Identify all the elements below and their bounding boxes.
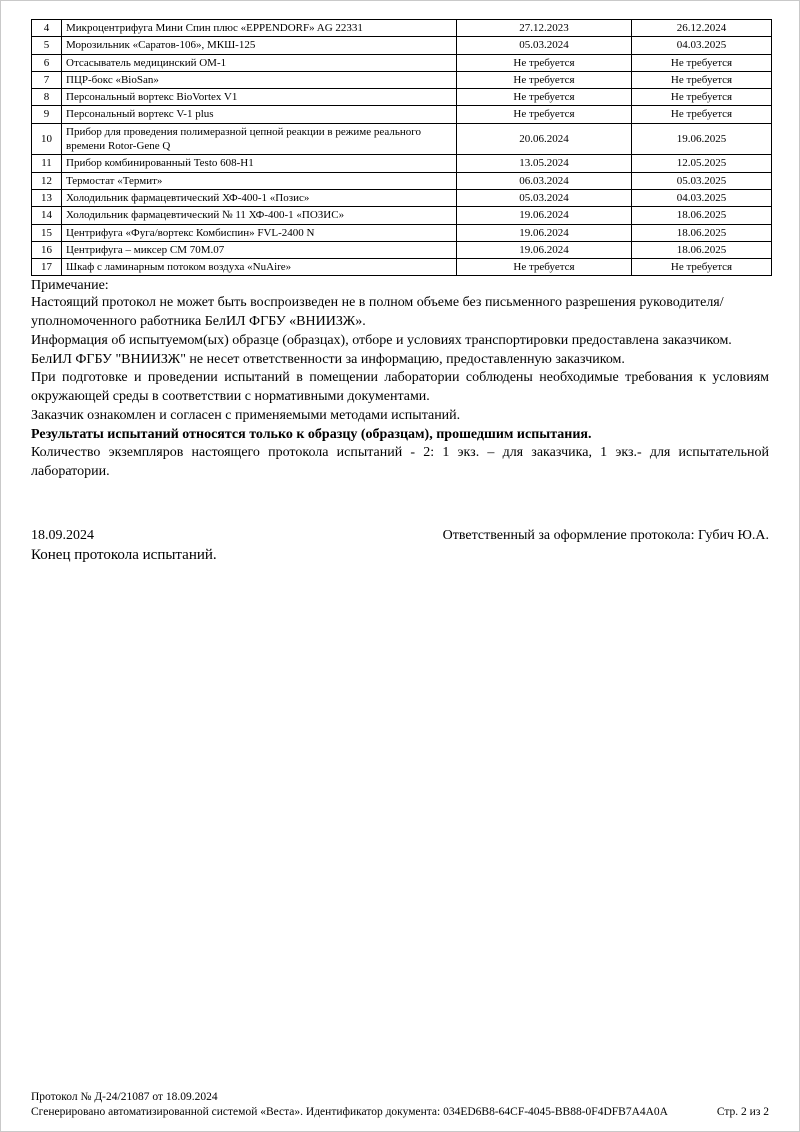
note-paragraph: Результаты испытаний относятся только к образцу (образцам), прошедшим испытания. [31, 426, 592, 442]
signature-row [31, 528, 769, 544]
notes-title: Примечание: [31, 278, 109, 294]
equipment-name: Прибор для проведения полимеразной цепной реакции в режиме реального времени Rotor-Gene Q [62, 123, 457, 155]
valid-until-date: 19.06.2025 [632, 123, 772, 155]
verification-date: 27.12.2023 [457, 20, 632, 37]
note-paragraph: Количество экземпляров настоящего протокола испытаний - 2: 1 экз. – для заказчика, 1 экз.- для испытательной лаборатории. [31, 445, 769, 480]
equipment-name: Холодильник фармацевтический ХФ-400-1 «Позис» [62, 189, 457, 206]
footer-page-number: Стр. 2 из 2 [716, 1106, 769, 1119]
note-paragraph: Информация об испытуемом(ых) образце (образцах), отборе и условиях транспортировки предоставлена заказчиком. [31, 332, 732, 348]
note-paragraph: БелИЛ ФГБУ "ВНИИЗЖ" не несет ответственности за информацию, предоставленную заказчиком. [31, 351, 625, 367]
verification-date: 05.03.2024 [457, 37, 632, 54]
valid-until-date: 18.06.2025 [632, 207, 772, 224]
table-row [32, 54, 772, 71]
table-row [32, 241, 772, 258]
equipment-name: Холодильник фармацевтический № 11 ХФ-400-1 «ПОЗИС» [62, 207, 457, 224]
protocol-date: 18.09.2024 [31, 527, 94, 543]
table-row [32, 189, 772, 206]
page-footer [31, 1090, 769, 1121]
verification-date: 05.03.2024 [457, 189, 632, 206]
row-number: 17 [32, 259, 62, 276]
verification-date: 06.03.2024 [457, 172, 632, 189]
row-number: 8 [32, 89, 62, 106]
responsible-person: Ответственный за оформление протокола: Губич Ю.А. [442, 527, 769, 543]
valid-until-date: 04.03.2025 [632, 189, 772, 206]
valid-until-date: Не требуется [632, 71, 772, 88]
verification-date: 13.05.2024 [457, 155, 632, 172]
table-row [32, 155, 772, 172]
table-row [32, 37, 772, 54]
end-of-protocol-text: Конец протокола испытаний. [31, 546, 217, 563]
equipment-name: Персональный вортекс BioVortex V1 [62, 89, 457, 106]
equipment-name: Центрифуга – миксер СМ 70М.07 [62, 241, 457, 258]
table-row [32, 20, 772, 37]
equipment-name: Центрифуга «Фуга/вортекс Комбиспин» FVL-2400 N [62, 224, 457, 241]
verification-date: Не требуется [457, 89, 632, 106]
row-number: 11 [32, 155, 62, 172]
table-row [32, 172, 772, 189]
row-number: 12 [32, 172, 62, 189]
equipment-table-body [32, 20, 772, 276]
verification-date: Не требуется [457, 71, 632, 88]
table-row [32, 207, 772, 224]
verification-date: Не требуется [457, 106, 632, 123]
row-number: 13 [32, 189, 62, 206]
equipment-name: Отсасыватель медицинский ОМ-1 [62, 54, 457, 71]
notes-section [31, 294, 769, 482]
verification-date: Не требуется [457, 54, 632, 71]
valid-until-date: 12.05.2025 [632, 155, 772, 172]
valid-until-date: 26.12.2024 [632, 20, 772, 37]
row-number: 5 [32, 37, 62, 54]
valid-until-date: 04.03.2025 [632, 37, 772, 54]
table-row [32, 224, 772, 241]
table-row [32, 89, 772, 106]
verification-date: 19.06.2024 [457, 224, 632, 241]
row-number: 4 [32, 20, 62, 37]
footer-protocol-number: Протокол № Д-24/21087 от 18.09.2024 [31, 1090, 218, 1103]
footer-generated-id: Сгенерировано автоматизированной системой «Веста». Идентификатор документа: 034ED6B8-64CF-4045-BB88-0F4DFB7A4A0A [31, 1106, 668, 1119]
valid-until-date: Не требуется [632, 54, 772, 71]
valid-until-date: 18.06.2025 [632, 224, 772, 241]
equipment-name: Прибор комбинированный Testo 608-H1 [62, 155, 457, 172]
valid-until-date: Не требуется [632, 259, 772, 276]
equipment-name: Микроцентрифуга Мини Спин плюс «EPPENDORF» AG 22331 [62, 20, 457, 37]
table-row [32, 123, 772, 155]
verification-date: Не требуется [457, 259, 632, 276]
row-number: 16 [32, 241, 62, 258]
note-paragraph: При подготовке и проведении испытаний в помещении лаборатории соблюдены необходимые требования к условиям окружающей среды в соответствии с нормативными документами. [31, 370, 769, 405]
table-row [32, 259, 772, 276]
footer-bottom-row [31, 1105, 769, 1121]
equipment-name: Персональный вортекс V-1 plus [62, 106, 457, 123]
table-row [32, 71, 772, 88]
verification-date: 19.06.2024 [457, 207, 632, 224]
equipment-name: Морозильник «Саратов-106», МКШ-125 [62, 37, 457, 54]
verification-date: 20.06.2024 [457, 123, 632, 155]
valid-until-date: Не требуется [632, 106, 772, 123]
valid-until-date: 05.03.2025 [632, 172, 772, 189]
equipment-name: Шкаф с ламинарным потоком воздуха «NuAire» [62, 259, 457, 276]
equipment-table [31, 19, 772, 276]
equipment-name: Термостат «Термит» [62, 172, 457, 189]
note-paragraph: Настоящий протокол не может быть воспроизведен не в полном объеме без письменного разрешения руководителя/уполномоченного работника БелИЛ ФГБУ «ВНИИЗЖ». [31, 295, 724, 330]
row-number: 15 [32, 224, 62, 241]
note-paragraph: Заказчик ознакомлен и согласен с применяемыми методами испытаний. [31, 407, 461, 423]
valid-until-date: 18.06.2025 [632, 241, 772, 258]
row-number: 9 [32, 106, 62, 123]
row-number: 6 [32, 54, 62, 71]
valid-until-date: Не требуется [632, 89, 772, 106]
row-number: 10 [32, 123, 62, 155]
row-number: 14 [32, 207, 62, 224]
verification-date: 19.06.2024 [457, 241, 632, 258]
table-row [32, 106, 772, 123]
equipment-name: ПЦР-бокс «BioSan» [62, 71, 457, 88]
row-number: 7 [32, 71, 62, 88]
